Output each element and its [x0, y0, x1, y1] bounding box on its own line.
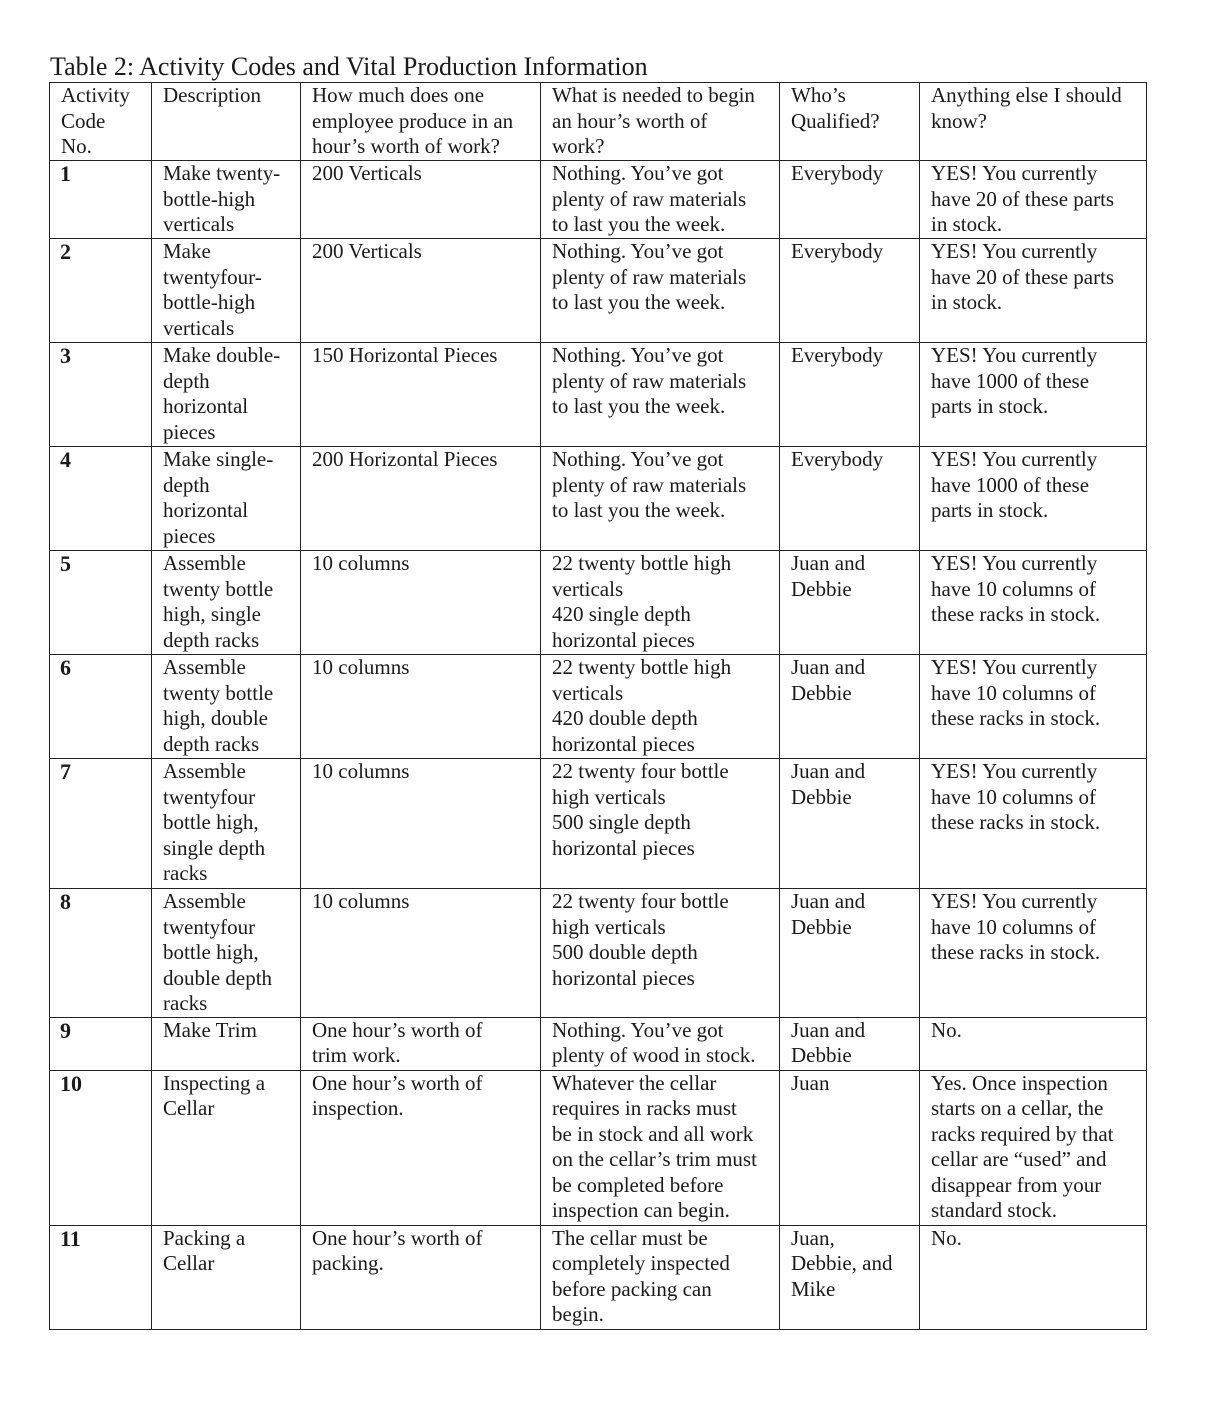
table-row — [50, 1070, 1147, 1225]
notes-cell: YES! You currently have 10 columns of these racks in stock. — [920, 655, 1147, 759]
qualified-cell: Everybody — [780, 447, 920, 551]
table-row — [50, 551, 1147, 655]
requirements-cell: Whatever the cellar requires in racks must be in stock and all work on the cellar’s trim must be completed before inspection can begin. — [541, 1070, 780, 1225]
notes-cell: YES! You currently have 10 columns of these racks in stock. — [920, 889, 1147, 1018]
output-cell: 200 Verticals — [301, 161, 541, 239]
activity-code-cell: 7 — [50, 759, 152, 889]
output-cell: One hour’s worth of packing. — [301, 1225, 541, 1329]
header-notes: Anything else I should know? — [920, 83, 1147, 161]
notes-cell: No. — [920, 1017, 1147, 1070]
activity-code-cell: 11 — [50, 1225, 152, 1329]
description-cell: Make double- depth horizontal pieces — [152, 343, 301, 447]
header-output-per-hour: How much does one employee produce in an hour’s worth of work? — [301, 83, 541, 161]
description-cell: Make Trim — [152, 1017, 301, 1070]
qualified-cell: Juan and Debbie — [780, 655, 920, 759]
notes-cell: YES! You currently have 20 of these parts in stock. — [920, 161, 1147, 239]
description-cell: Make twentyfour- bottle-high verticals — [152, 239, 301, 343]
notes-cell: Yes. Once inspection starts on a cellar, the racks required by that cellar are “used” and disappear from your standard stock. — [920, 1070, 1147, 1225]
qualified-cell: Juan and Debbie — [780, 759, 920, 889]
requirements-cell: Nothing. You’ve got plenty of raw materials to last you the week. — [541, 447, 780, 551]
requirements-cell: 22 twenty bottle high verticals 420 double depth horizontal pieces — [541, 655, 780, 759]
description-cell: Inspecting a Cellar — [152, 1070, 301, 1225]
description-cell: Assemble twenty bottle high, double depth racks — [152, 655, 301, 759]
description-cell: Assemble twentyfour bottle high, single depth racks — [152, 759, 301, 889]
output-cell: 10 columns — [301, 551, 541, 655]
requirements-cell: Nothing. You’ve got plenty of raw materials to last you the week. — [541, 161, 780, 239]
table-row — [50, 239, 1147, 343]
activity-code-cell: 2 — [50, 239, 152, 343]
header-activity-code: Activity Code No. — [50, 83, 152, 161]
description-cell: Assemble twentyfour bottle high, double depth racks — [152, 889, 301, 1018]
description-cell: Make twenty- bottle-high verticals — [152, 161, 301, 239]
requirements-cell: Nothing. You’ve got plenty of wood in stock. — [541, 1017, 780, 1070]
header-row — [50, 83, 1147, 161]
qualified-cell: Juan — [780, 1070, 920, 1225]
activity-code-cell: 5 — [50, 551, 152, 655]
notes-cell: YES! You currently have 20 of these parts in stock. — [920, 239, 1147, 343]
table-row — [50, 343, 1147, 447]
requirements-cell: The cellar must be completely inspected before packing can begin. — [541, 1225, 780, 1329]
activity-code-cell: 3 — [50, 343, 152, 447]
qualified-cell: Everybody — [780, 239, 920, 343]
requirements-cell: Nothing. You’ve got plenty of raw materials to last you the week. — [541, 343, 780, 447]
output-cell: 200 Verticals — [301, 239, 541, 343]
output-cell: 10 columns — [301, 759, 541, 889]
table-row — [50, 889, 1147, 1018]
table-row — [50, 759, 1147, 889]
qualified-cell: Juan, Debbie, and Mike — [780, 1225, 920, 1329]
table-row — [50, 655, 1147, 759]
notes-cell: No. — [920, 1225, 1147, 1329]
output-cell: 150 Horizontal Pieces — [301, 343, 541, 447]
activity-code-cell: 1 — [50, 161, 152, 239]
notes-cell: YES! You currently have 10 columns of these racks in stock. — [920, 759, 1147, 889]
description-cell: Assemble twenty bottle high, single depth racks — [152, 551, 301, 655]
notes-cell: YES! You currently have 1000 of these parts in stock. — [920, 447, 1147, 551]
requirements-cell: 22 twenty bottle high verticals 420 single depth horizontal pieces — [541, 551, 780, 655]
description-cell: Make single- depth horizontal pieces — [152, 447, 301, 551]
requirements-cell: 22 twenty four bottle high verticals 500 single depth horizontal pieces — [541, 759, 780, 889]
qualified-cell: Everybody — [780, 161, 920, 239]
description-cell: Packing a Cellar — [152, 1225, 301, 1329]
qualified-cell: Juan and Debbie — [780, 889, 920, 1018]
activity-code-cell: 9 — [50, 1017, 152, 1070]
activity-code-cell: 10 — [50, 1070, 152, 1225]
qualified-cell: Juan and Debbie — [780, 551, 920, 655]
activity-code-cell: 8 — [50, 889, 152, 1018]
table-row — [50, 447, 1147, 551]
header-description: Description — [152, 83, 301, 161]
notes-cell: YES! You currently have 1000 of these parts in stock. — [920, 343, 1147, 447]
activity-code-cell: 6 — [50, 655, 152, 759]
header-qualified: Who’s Qualified? — [780, 83, 920, 161]
table-row — [50, 1225, 1147, 1329]
qualified-cell: Everybody — [780, 343, 920, 447]
output-cell: 10 columns — [301, 655, 541, 759]
table-row — [50, 1017, 1147, 1070]
notes-cell: YES! You currently have 10 columns of these racks in stock. — [920, 551, 1147, 655]
activity-code-cell: 4 — [50, 447, 152, 551]
table-caption: Table 2: Activity Codes and Vital Production Information — [50, 52, 648, 81]
activity-codes-table — [49, 82, 1147, 1330]
output-cell: 10 columns — [301, 889, 541, 1018]
table-row — [50, 161, 1147, 239]
output-cell: One hour’s worth of trim work. — [301, 1017, 541, 1070]
requirements-cell: 22 twenty four bottle high verticals 500 double depth horizontal pieces — [541, 889, 780, 1018]
header-requirements: What is needed to begin an hour’s worth of work? — [541, 83, 780, 161]
output-cell: 200 Horizontal Pieces — [301, 447, 541, 551]
output-cell: One hour’s worth of inspection. — [301, 1070, 541, 1225]
qualified-cell: Juan and Debbie — [780, 1017, 920, 1070]
requirements-cell: Nothing. You’ve got plenty of raw materials to last you the week. — [541, 239, 780, 343]
